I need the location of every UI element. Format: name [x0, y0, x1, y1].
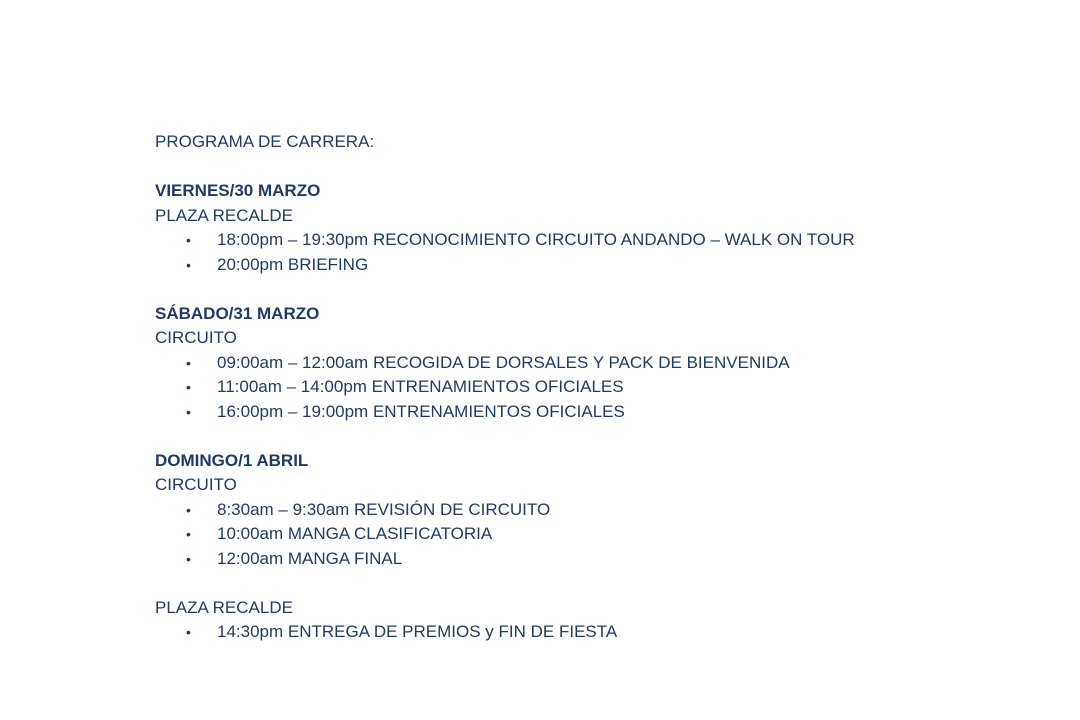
bullet-icon: •	[186, 354, 191, 371]
location-sunday-extra: PLAZA RECALDE	[155, 597, 293, 617]
list-item-text: 16:00pm – 19:00pm ENTRENAMIENTOS OFICIALES	[217, 401, 625, 421]
spacer	[155, 424, 1035, 449]
bullet-icon: •	[186, 526, 191, 542]
bullet-icon: •	[186, 232, 191, 248]
spacer	[155, 155, 1035, 180]
bullet-icon: •	[186, 256, 191, 273]
list-item-text: 14:30pm ENTREGA DE PREMIOS y FIN DE FIESTA	[217, 622, 618, 641]
bullet-icon: •	[186, 379, 191, 395]
list-item	[155, 620, 1035, 645]
list-item-text: 20:00pm BRIEFING	[217, 254, 369, 274]
list-item-text: 09:00am – 12:00am RECOGIDA DE DORSALES Y PACK DE BIENVENIDA	[217, 352, 790, 372]
location-saturday: CIRCUITO	[155, 328, 237, 347]
list-item	[155, 498, 1035, 523]
list-item-text: 10:00am MANGA CLASIFICATORIA	[217, 524, 493, 543]
list-item-text: 12:00am MANGA FINAL	[217, 548, 403, 568]
program-title: PROGRAMA DE CARRERA:	[155, 132, 375, 151]
day-heading-sunday: DOMINGO/1 ABRIL	[155, 450, 309, 470]
spacer	[155, 277, 1035, 302]
list-item-text: 18:00pm – 19:30pm RECONOCIMIENTO CIRCUITO ANDANDO – WALK ON TOUR	[217, 230, 855, 249]
list-item	[155, 375, 1035, 400]
list-item	[155, 228, 1035, 253]
list-item	[155, 351, 1035, 376]
bullet-icon: •	[186, 550, 191, 567]
location-friday: PLAZA RECALDE	[155, 205, 293, 225]
location-sunday: CIRCUITO	[155, 475, 237, 494]
bullet-icon: •	[186, 403, 191, 420]
list-item-text: 11:00am – 14:00pm ENTRENAMIENTOS OFICIALES	[217, 377, 624, 396]
day-heading-saturday: SÁBADO/31 MARZO	[155, 303, 320, 323]
day-heading-friday: VIERNES/30 MARZO	[155, 181, 321, 200]
list-item	[155, 400, 1035, 425]
list-item	[155, 547, 1035, 572]
list-item-text: 8:30am – 9:30am REVISIÓN DE CIRCUITO	[217, 499, 551, 519]
list-item	[155, 253, 1035, 278]
bullet-icon: •	[186, 624, 191, 640]
bullet-icon: •	[186, 501, 191, 518]
spacer	[155, 571, 1035, 596]
race-program-document	[155, 130, 1035, 645]
list-item	[155, 522, 1035, 547]
